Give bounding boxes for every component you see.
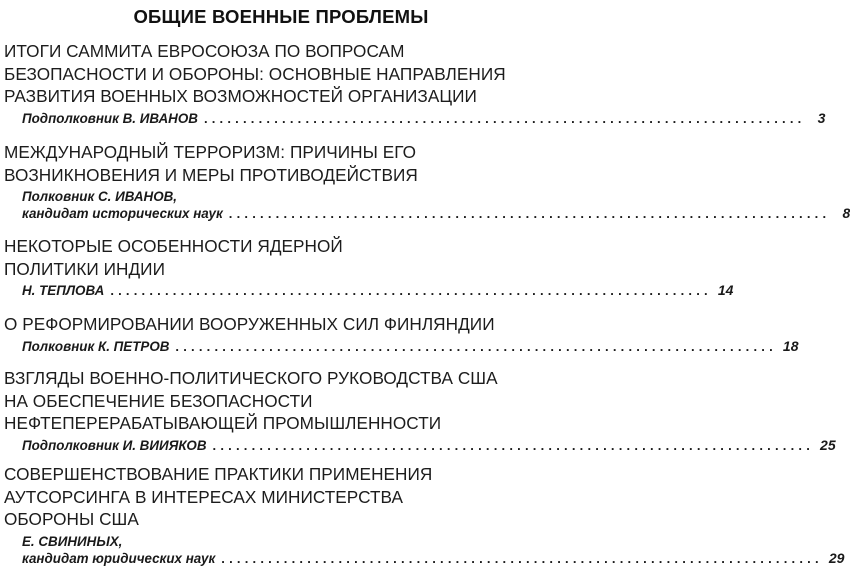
dot-leader: ............................................................................. <box>175 338 777 354</box>
byline <box>4 188 850 222</box>
dot-leader: ............................................................................. <box>221 550 823 566</box>
dot-leader: ............................................................................. <box>110 283 712 299</box>
byline-line <box>22 109 826 127</box>
page-number[interactable]: 29 <box>828 549 845 566</box>
page-number[interactable]: 25 <box>820 436 836 453</box>
byline <box>4 109 826 127</box>
byline-line <box>22 549 845 567</box>
page-number[interactable]: 8 <box>842 205 850 222</box>
author-name: Подполковник В. ИВАНОВ <box>22 110 198 126</box>
byline <box>4 533 845 567</box>
article-title[interactable]: ВЗГЛЯДЫ ВОЕННО-ПОЛИТИЧЕСКОГО РУКОВОДСТВА США НА ОБЕСПЕЧЕНИЕ БЕЗОПАСНОСТИ НЕФТЕПЕРЕРАБАТЫВАЮЩЕЙ ПРОМЫШЛЕННОСТИ <box>4 368 498 434</box>
author-name: Е. СВИНИНЫХ, <box>22 533 123 549</box>
byline <box>4 337 799 355</box>
dot-leader: ............................................................................. <box>203 110 806 126</box>
author-name: Полковник К. ПЕТРОВ <box>22 338 170 354</box>
author-credential: кандидат юридических наук <box>22 550 216 566</box>
article-title[interactable]: О РЕФОРМИРОВАНИИ ВООРУЖЕННЫХ СИЛ ФИНЛЯНДИИ <box>4 314 495 334</box>
byline-line <box>22 205 850 222</box>
toc-entry[interactable] <box>4 141 850 222</box>
toc-entry[interactable] <box>4 235 734 299</box>
byline-line <box>22 337 799 355</box>
page-number[interactable]: 3 <box>817 109 826 126</box>
article-title[interactable]: МЕЖДУНАРОДНЫЙ ТЕРРОРИЗМ: ПРИЧИНЫ ЕГО ВОЗНИКНОВЕНИЯ И МЕРЫ ПРОТИВОДЕЙСТВИЯ <box>4 142 418 185</box>
byline <box>4 436 836 454</box>
dot-leader: ............................................................................. <box>212 437 815 453</box>
author-credential: кандидат исторических наук <box>22 206 223 222</box>
article-title[interactable]: НЕКОТОРЫЕ ОСОБЕННОСТИ ЯДЕРНОЙ ПОЛИТИКИ ИНДИИ <box>4 236 343 279</box>
author-name: Подполковник И. ВИИЯКОВ <box>22 437 207 453</box>
page-number[interactable]: 14 <box>717 282 734 299</box>
article-title[interactable]: СОВЕРШЕНСТВОВАНИЕ ПРАКТИКИ ПРИМЕНЕНИЯ АУТСОРСИНГА В ИНТЕРЕСАХ МИНИСТЕРСТВА ОБОРОНЫ США <box>4 464 433 530</box>
byline-line <box>22 282 734 299</box>
author-name: Полковник С. ИВАНОВ, <box>22 189 178 205</box>
author-name: Н. ТЕПЛОВА <box>22 283 105 299</box>
article-title[interactable]: ИТОГИ САММИТА ЕВРОСОЮЗА ПО ВОПРОСАМ БЕЗОПАСНОСТИ И ОБОРОНЫ: ОСНОВНЫЕ НАПРАВЛЕНИЯ РАЗВИТИЯ ВОЕННЫХ ВОЗМОЖНОСТЕЙ ОРГАНИЗАЦИИ <box>4 41 506 107</box>
toc-entry[interactable] <box>4 463 845 567</box>
section-title: ОБЩИЕ ВОЕННЫЕ ПРОБЛЕМЫ <box>133 6 429 27</box>
toc-entry[interactable] <box>4 313 799 355</box>
dot-leader: ............................................................................. <box>228 206 831 222</box>
byline-line <box>22 436 836 454</box>
page-number[interactable]: 18 <box>782 337 799 354</box>
byline <box>4 282 734 299</box>
toc-entry[interactable] <box>4 40 826 127</box>
toc-entry[interactable] <box>4 367 836 454</box>
